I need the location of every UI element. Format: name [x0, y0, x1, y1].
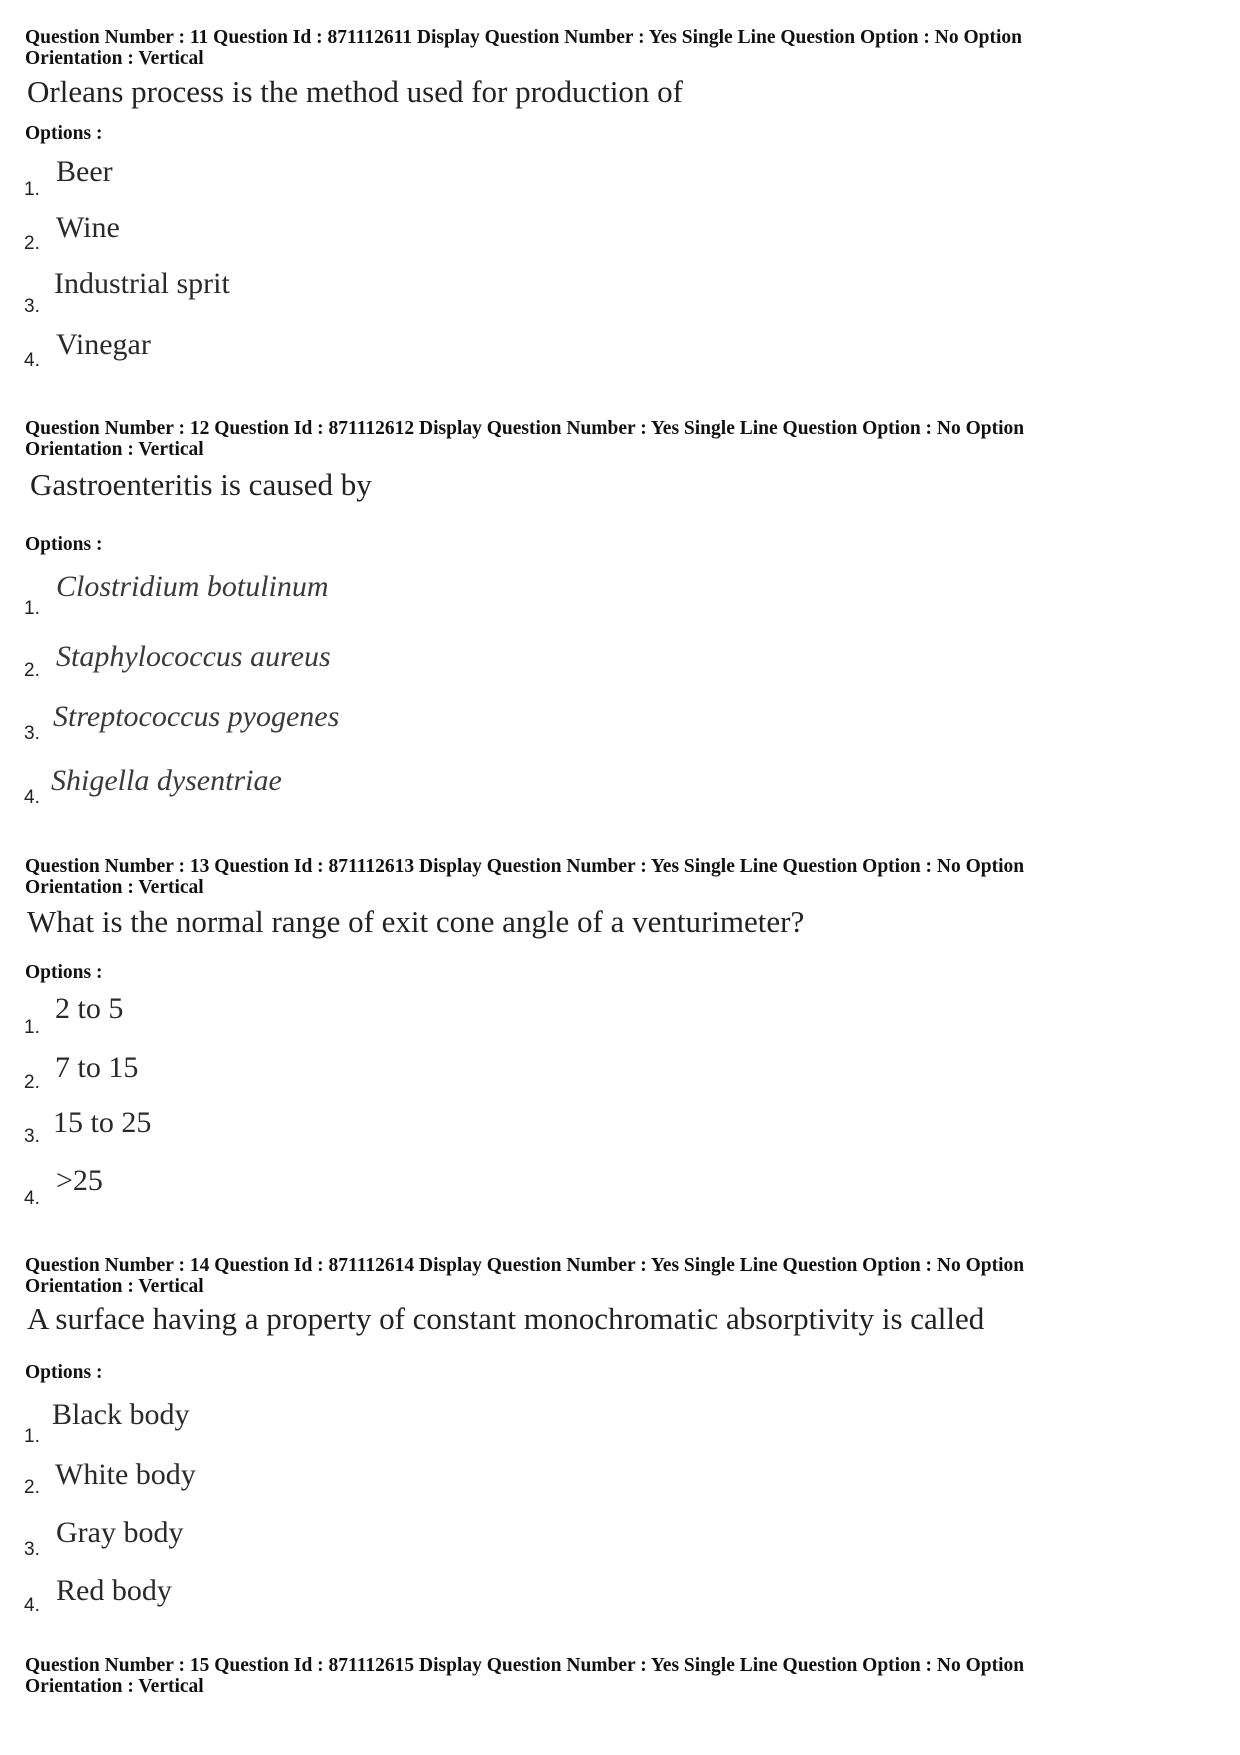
question-header — [25, 27, 1205, 69]
option-number: 2. — [24, 660, 40, 681]
option-number: 1. — [24, 1017, 40, 1038]
option-text[interactable]: 15 to 25 — [53, 1106, 152, 1139]
question-stem: Gastroenteritis is caused by — [30, 467, 372, 502]
option-text[interactable]: Staphylococcus aureus — [56, 640, 331, 673]
question-meta-orientation: Orientation : Vertical — [25, 877, 204, 898]
option-number: 1. — [24, 598, 40, 619]
question-stem: What is the normal range of exit cone angle of a venturimeter? — [27, 904, 805, 939]
option-number: 1. — [24, 179, 40, 200]
option-number: 4. — [24, 1188, 40, 1209]
question-meta-line: Question Number : 12 Question Id : 871112612 Display Question Number : Yes Single Line Question Option : No Option — [25, 418, 1025, 439]
option-text[interactable]: 2 to 5 — [55, 992, 124, 1025]
option-number: 2. — [24, 233, 40, 254]
question-header — [25, 1655, 1205, 1697]
option-text[interactable]: White body — [55, 1458, 196, 1491]
option-text[interactable]: Shigella dysentriae — [51, 764, 282, 797]
option-text[interactable]: Gray body — [56, 1516, 184, 1549]
option-number: 1. — [24, 1426, 40, 1447]
option-text[interactable]: Beer — [56, 155, 113, 188]
question-meta-line: Question Number : 11 Question Id : 871112611 Display Question Number : Yes Single Line Question Option : No Option — [25, 27, 1022, 48]
option-text[interactable]: Wine — [56, 211, 120, 244]
option-number: 3. — [24, 1126, 40, 1147]
question-header — [25, 1255, 1205, 1297]
option-number: 3. — [24, 1539, 40, 1560]
option-text[interactable]: Streptococcus pyogenes — [53, 700, 340, 733]
question-meta-orientation: Orientation : Vertical — [25, 439, 204, 460]
question-meta-orientation: Orientation : Vertical — [25, 1676, 204, 1697]
question-stem: A surface having a property of constant monochromatic absorptivity is called — [27, 1301, 985, 1336]
option-text[interactable]: Black body — [52, 1398, 190, 1431]
option-number: 2. — [24, 1072, 40, 1093]
question-header — [25, 856, 1205, 898]
question-meta-orientation: Orientation : Vertical — [25, 1276, 204, 1297]
question-meta-orientation: Orientation : Vertical — [25, 48, 204, 69]
question-meta-line: Question Number : 13 Question Id : 871112613 Display Question Number : Yes Single Line Question Option : No Option — [25, 856, 1025, 877]
option-number: 3. — [24, 723, 40, 744]
question-header — [25, 418, 1205, 460]
options-label: Options : — [25, 123, 103, 144]
option-number: 3. — [24, 296, 40, 317]
options-label: Options : — [25, 1362, 103, 1383]
option-text[interactable]: Clostridium botulinum — [56, 570, 329, 603]
options-label: Options : — [25, 962, 103, 983]
option-text[interactable]: Vinegar — [56, 328, 151, 361]
question-stem: Orleans process is the method used for production of — [27, 74, 684, 109]
option-number: 2. — [24, 1477, 40, 1498]
option-text[interactable]: >25 — [56, 1164, 103, 1197]
question-meta-line: Question Number : 15 Question Id : 871112615 Display Question Number : Yes Single Line Question Option : No Option — [25, 1655, 1025, 1676]
question-meta-line: Question Number : 14 Question Id : 871112614 Display Question Number : Yes Single Line Question Option : No Option — [25, 1255, 1025, 1276]
option-text[interactable]: Industrial sprit — [54, 267, 230, 300]
option-number: 4. — [24, 350, 40, 371]
option-text[interactable]: 7 to 15 — [55, 1051, 139, 1084]
option-number: 4. — [24, 1595, 40, 1616]
option-number: 4. — [24, 787, 40, 808]
options-label: Options : — [25, 534, 103, 555]
option-text[interactable]: Red body — [56, 1574, 172, 1607]
